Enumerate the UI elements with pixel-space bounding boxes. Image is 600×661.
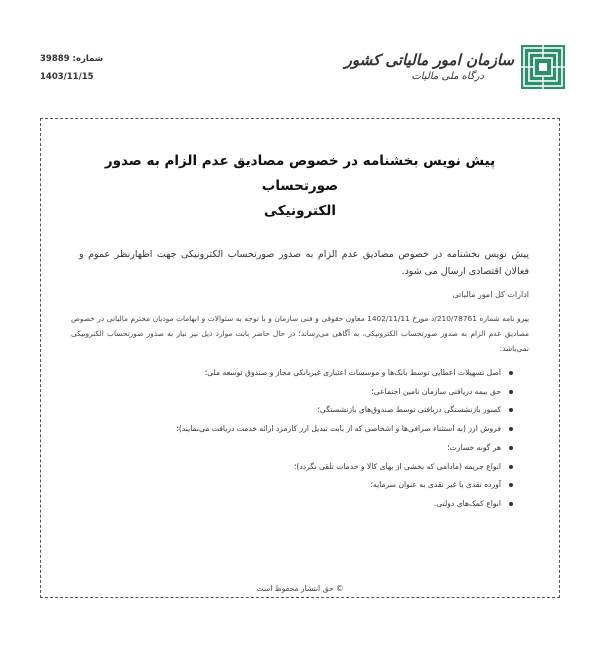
org-logo xyxy=(345,44,566,90)
list-item: کسور بازنشستگی دریافتی توسط صندوق‌های بازنشستگی؛ xyxy=(41,401,513,420)
document-intro: پیش نویس بخشنامه در خصوص مصادیق عدم الزام به صدور صورتحساب الکترونیکی جهت اظهارنظر عموم و فعالان اقتصادی ارسال می شود. xyxy=(79,249,529,277)
letter-date: 1403/11/15 xyxy=(40,72,94,82)
bullet-icon xyxy=(509,408,513,412)
exemption-list xyxy=(41,364,529,514)
document-title-line-2: الکترونیکی xyxy=(264,203,336,219)
document-title-line-1: پیش نویس بخشنامه در خصوص مصادیق عدم الزام به صدور صورتحساب xyxy=(104,153,496,194)
org-subtitle: درگاه ملی مالیات xyxy=(411,71,484,82)
bullet-icon xyxy=(509,390,513,394)
tax-organization-emblem-icon xyxy=(520,44,566,90)
list-item: اصل تسهیلات اعطایی توسط بانک‌ها و موسسات اعتباری غیربانکی مجاز و صندوق توسعه ملی؛ xyxy=(41,364,513,383)
list-item: هر گونه خسارت؛ xyxy=(41,439,513,458)
list-item: آورده نقدی یا غیر نقدی به عنوان سرمایه؛ xyxy=(41,476,513,495)
document-body: پیرو نامه شماره 210/78761/د مورخ 1402/11/11 معاون حقوقی و فنی سازمان و با توجه به سئوالات و ابهامات مودیان محترم مالیاتی در خصوص مصادیق عدم الزام به صدور صورتحساب الکترونیکی، به آگاهی می‌رساند؛ در حال حاضر بابت موارد ذیل نیز نیاز به صدور صورتحساب الکترونیکی نمی‌باشد: xyxy=(71,314,529,353)
list-item: انواع جریمه (مادامی که بخشی از بهای کالا و خدمات تلقی نگردد)؛ xyxy=(41,458,513,477)
letter-number-value: 39889 xyxy=(40,54,70,64)
bullet-icon xyxy=(509,371,513,375)
bullet-icon xyxy=(509,483,513,487)
list-item: حق بیمه دریافتی سازمان تامین اجتماعی؛ xyxy=(41,383,513,402)
bullet-icon xyxy=(509,502,513,506)
list-item: فروش ارز (به استثناء صرافی‌ها و اشخاصی که از بابت تبدیل ارز کارمزد ارائه خدمت دریافت می‌نمایند)؛ xyxy=(41,420,513,439)
bullet-icon xyxy=(509,427,513,431)
letter-number xyxy=(40,50,150,68)
document-recipient: ادارات کل امور مالیاتی xyxy=(452,290,529,299)
org-logo-text xyxy=(345,50,514,84)
document-title xyxy=(71,149,529,224)
bullet-icon xyxy=(509,465,513,469)
org-name: سازمان امور مالیاتی کشور xyxy=(344,51,514,69)
bullet-icon xyxy=(509,446,513,450)
letter-number-label: شماره: xyxy=(72,54,104,64)
letter-meta xyxy=(40,50,150,86)
list-item: انواع کمک‌های دولتی. xyxy=(41,495,513,514)
copyright-notice: © حق انتشار محفوظ است xyxy=(256,584,344,593)
document-frame xyxy=(40,118,560,598)
